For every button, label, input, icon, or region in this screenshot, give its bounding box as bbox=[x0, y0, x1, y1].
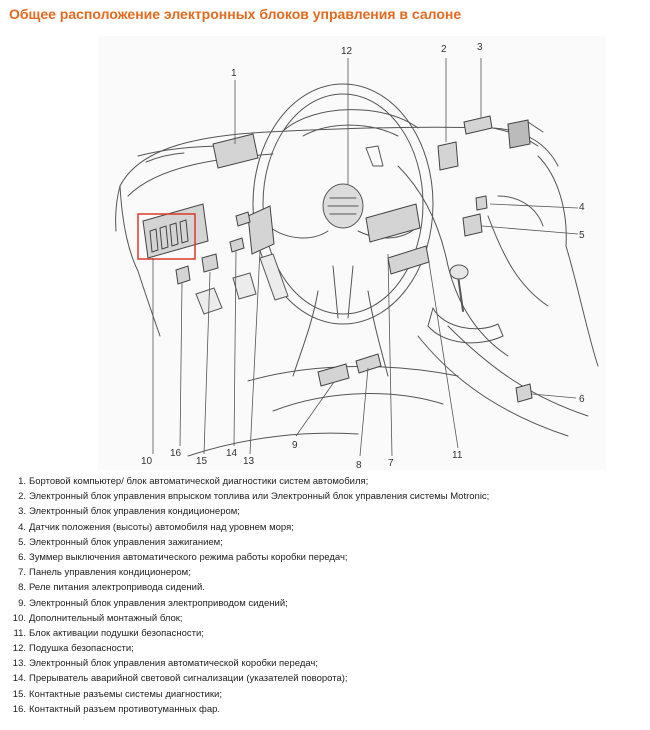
legend-item: 4. Датчик положения (высоты) автомобиля над уровнем моря; bbox=[18, 521, 294, 533]
callout-16: 16 bbox=[170, 448, 182, 459]
callout-13: 13 bbox=[243, 456, 255, 467]
legend-item: 5. Электронный блок управления зажиганием; bbox=[18, 536, 223, 548]
callout-9: 9 bbox=[292, 440, 298, 451]
module-15 bbox=[202, 254, 218, 272]
module-5 bbox=[463, 214, 482, 236]
legend-item: 16. Контактный разъем противотуманных фар. bbox=[12, 703, 221, 715]
callout-8: 8 bbox=[356, 460, 362, 470]
callout-12: 12 bbox=[341, 46, 353, 57]
callout-2: 2 bbox=[441, 44, 447, 55]
module-14 bbox=[230, 238, 244, 252]
callout-7: 7 bbox=[388, 458, 394, 469]
module-7b bbox=[388, 246, 429, 274]
pedal-right bbox=[260, 254, 288, 300]
dashboard-outline bbox=[120, 127, 558, 186]
callout-15: 15 bbox=[196, 456, 208, 467]
callout-11: 11 bbox=[452, 450, 463, 461]
gear-lever bbox=[458, 276, 463, 311]
legend-item: 15. Контактные разъемы системы диагностики; bbox=[12, 688, 223, 700]
dashboard-diagram bbox=[98, 36, 606, 470]
legend-item: 1. Бортовой компьютер/ блок автоматической диагностики систем автомобиля; bbox=[18, 476, 369, 487]
legend-list bbox=[6, 474, 489, 717]
callout-3: 3 bbox=[477, 42, 483, 53]
module-7 bbox=[366, 204, 420, 242]
callout-5: 5 bbox=[579, 230, 585, 241]
pedal-mid bbox=[233, 273, 256, 299]
legend-item: 12. Подушка безопасности; bbox=[12, 643, 134, 655]
legend-item: 9. Электронный блок управления электроприводом сидений; bbox=[18, 597, 288, 609]
legend-item: 8. Реле питания электропривода сидений. bbox=[18, 582, 205, 594]
callout-4: 4 bbox=[579, 202, 585, 213]
page-title: Общее расположение электронных блоков управления в салоне bbox=[9, 6, 462, 22]
legend-item: 2. Электронный блок управления впрыском топлива или Электронный блок управления системы Motronic; bbox=[18, 491, 490, 503]
legend-item: 7. Панель управления кондиционером; bbox=[18, 567, 191, 579]
legend-item: 13. Электронный блок управления автоматической коробки передач; bbox=[12, 658, 319, 670]
module-13 bbox=[248, 206, 274, 254]
module-2 bbox=[438, 142, 458, 170]
callout-6: 6 bbox=[579, 394, 585, 405]
legend-item: 3. Электронный блок управления кондиционером; bbox=[18, 506, 240, 518]
module-6 bbox=[516, 384, 532, 402]
legend-item: 14. Прерыватель аварийной световой сигнализации (указателей поворота); bbox=[12, 673, 348, 685]
module-16 bbox=[176, 266, 190, 284]
callout-14: 14 bbox=[226, 448, 238, 459]
legend-item: 6. Зуммер выключения автоматического режима работы коробки передач; bbox=[18, 551, 348, 563]
module-1 bbox=[213, 134, 258, 168]
callout-1: 1 bbox=[231, 68, 237, 79]
callout-10: 10 bbox=[141, 456, 153, 467]
module-3 bbox=[464, 116, 492, 134]
module-4 bbox=[476, 196, 487, 210]
legend-item: 10. Дополнительный монтажный блок; bbox=[12, 612, 183, 624]
legend-item: 11. Блок активации подушки безопасности; bbox=[13, 627, 204, 639]
module-8 bbox=[356, 354, 381, 373]
